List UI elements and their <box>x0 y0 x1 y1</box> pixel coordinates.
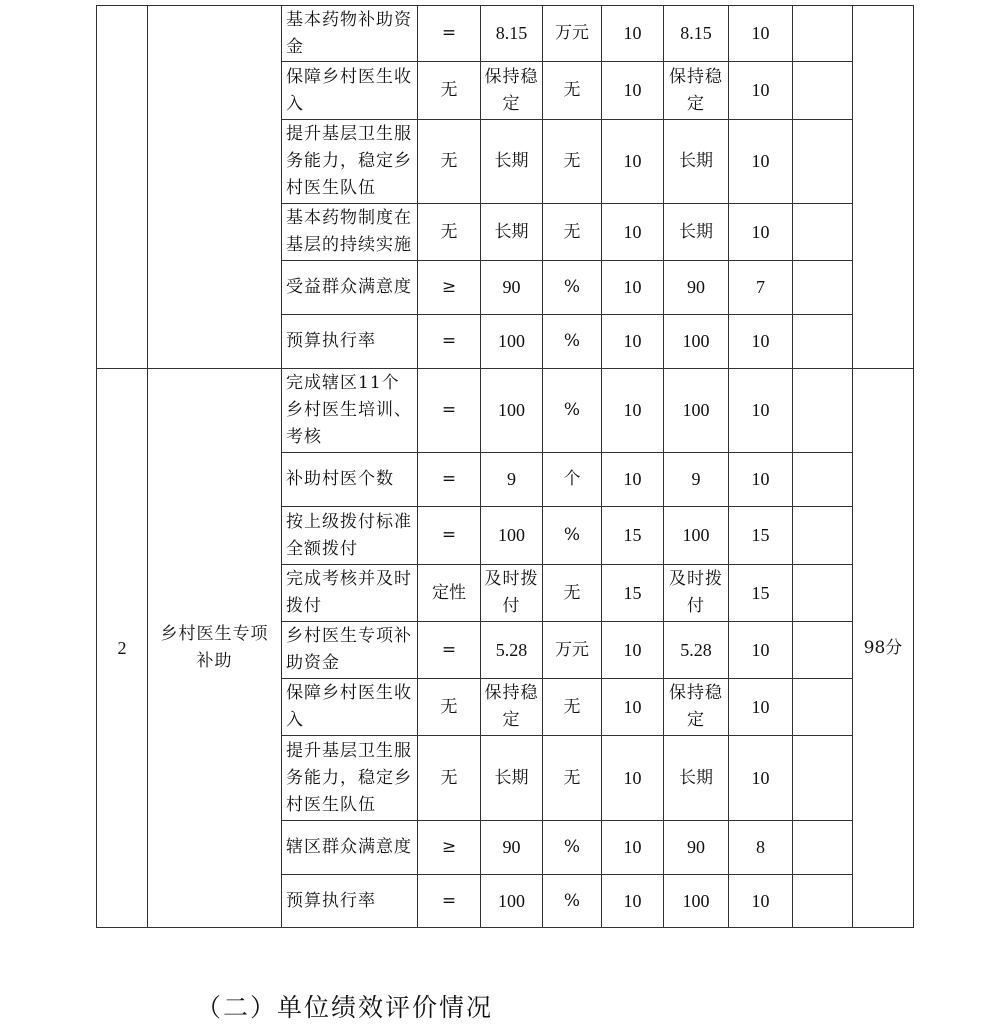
score-cell: 10 <box>729 679 793 736</box>
score-cell: 10 <box>729 453 793 507</box>
operator-cell: = <box>418 369 481 453</box>
indicator-cell: 预算执行率 <box>282 875 418 928</box>
remark-cell <box>793 736 853 821</box>
indicator-cell: 提升基层卫生服务能力，稳定乡村医生队伍 <box>282 120 418 204</box>
indicator-cell: 补助村医个数 <box>282 453 418 507</box>
unit-cell: 万元 <box>543 622 602 679</box>
operator-cell: = <box>418 622 481 679</box>
score-cell: 10 <box>729 369 793 453</box>
unit-cell: % <box>543 821 602 875</box>
unit-cell: % <box>543 875 602 928</box>
weight-cell: 10 <box>602 6 664 62</box>
target-value-cell: 100 <box>481 507 543 565</box>
actual-value-cell: 100 <box>664 507 729 565</box>
target-value-cell: 长期 <box>481 204 543 261</box>
indicator-cell: 按上级拨付标准全额拨付 <box>282 507 418 565</box>
target-value-cell: 90 <box>481 261 543 315</box>
actual-value-cell: 长期 <box>664 736 729 821</box>
operator-cell: = <box>418 453 481 507</box>
remark-cell <box>793 679 853 736</box>
remark-cell <box>793 622 853 679</box>
target-value-cell: 长期 <box>481 736 543 821</box>
actual-value-cell: 5.28 <box>664 622 729 679</box>
operator-cell: = <box>418 315 481 369</box>
indicator-cell: 乡村医生专项补助资金 <box>282 622 418 679</box>
operator-cell: 定性 <box>418 565 481 622</box>
unit-cell: 无 <box>543 62 602 120</box>
indicator-cell: 提升基层卫生服务能力，稳定乡村医生队伍 <box>282 736 418 821</box>
operator-cell: = <box>418 6 481 62</box>
weight-cell: 10 <box>602 821 664 875</box>
remark-cell <box>793 261 853 315</box>
actual-value-cell: 保持稳定 <box>664 62 729 120</box>
score-cell: 10 <box>729 120 793 204</box>
unit-cell: % <box>543 507 602 565</box>
indicator-cell: 完成辖区11个乡村医生培训、考核 <box>282 369 418 453</box>
operator-cell: = <box>418 875 481 928</box>
actual-value-cell: 100 <box>664 315 729 369</box>
score-cell: 10 <box>729 315 793 369</box>
remark-cell <box>793 204 853 261</box>
remark-cell <box>793 507 853 565</box>
score-cell: 10 <box>729 622 793 679</box>
weight-cell: 10 <box>602 736 664 821</box>
score-cell: 10 <box>729 875 793 928</box>
weight-cell: 10 <box>602 120 664 204</box>
actual-value-cell: 长期 <box>664 120 729 204</box>
score-cell: 7 <box>729 261 793 315</box>
unit-cell: 万元 <box>543 6 602 62</box>
weight-cell: 10 <box>602 62 664 120</box>
project-name-cell: 乡村医生专项补助 <box>148 369 282 928</box>
unit-cell: % <box>543 369 602 453</box>
operator-cell: 无 <box>418 204 481 261</box>
remark-cell <box>793 875 853 928</box>
weight-cell: 10 <box>602 679 664 736</box>
weight-cell: 10 <box>602 369 664 453</box>
score-cell: 8 <box>729 821 793 875</box>
score-cell: 15 <box>729 565 793 622</box>
indicator-cell: 保障乡村医生收入 <box>282 62 418 120</box>
remark-cell <box>793 821 853 875</box>
unit-cell: 无 <box>543 736 602 821</box>
target-value-cell: 8.15 <box>481 6 543 62</box>
remark-cell <box>793 453 853 507</box>
target-value-cell: 5.28 <box>481 622 543 679</box>
target-value-cell: 长期 <box>481 120 543 204</box>
weight-cell: 10 <box>602 204 664 261</box>
unit-cell: 无 <box>543 204 602 261</box>
target-value-cell: 100 <box>481 369 543 453</box>
unit-cell: 无 <box>543 565 602 622</box>
row-number-cell: 2 <box>97 369 148 928</box>
indicator-cell: 基本药物制度在基层的持续实施 <box>282 204 418 261</box>
indicator-cell: 受益群众满意度 <box>282 261 418 315</box>
target-value-cell: 90 <box>481 821 543 875</box>
project-name-cell <box>148 6 282 369</box>
operator-cell: ≥ <box>418 821 481 875</box>
actual-value-cell: 90 <box>664 261 729 315</box>
weight-cell: 10 <box>602 875 664 928</box>
weight-cell: 15 <box>602 507 664 565</box>
actual-value-cell: 保持稳定 <box>664 679 729 736</box>
target-value-cell: 保持稳定 <box>481 679 543 736</box>
unit-cell: 无 <box>543 120 602 204</box>
actual-value-cell: 长期 <box>664 204 729 261</box>
score-cell: 10 <box>729 6 793 62</box>
performance-table <box>96 5 914 928</box>
weight-cell: 10 <box>602 453 664 507</box>
unit-cell: % <box>543 261 602 315</box>
weight-cell: 10 <box>602 261 664 315</box>
actual-value-cell: 8.15 <box>664 6 729 62</box>
remark-cell <box>793 120 853 204</box>
remark-cell <box>793 62 853 120</box>
indicator-cell: 保障乡村医生收入 <box>282 679 418 736</box>
section-heading: （二）单位绩效评价情况 <box>196 993 494 1022</box>
table-row <box>97 6 914 62</box>
unit-cell: 无 <box>543 679 602 736</box>
target-value-cell: 100 <box>481 315 543 369</box>
remark-cell <box>793 315 853 369</box>
target-value-cell: 及时拨付 <box>481 565 543 622</box>
weight-cell: 15 <box>602 565 664 622</box>
indicator-cell: 基本药物补助资金 <box>282 6 418 62</box>
target-value-cell: 9 <box>481 453 543 507</box>
unit-cell: % <box>543 315 602 369</box>
actual-value-cell: 90 <box>664 821 729 875</box>
remark-cell <box>793 565 853 622</box>
operator-cell: = <box>418 507 481 565</box>
score-cell: 15 <box>729 507 793 565</box>
weight-cell: 10 <box>602 622 664 679</box>
target-value-cell: 保持稳定 <box>481 62 543 120</box>
operator-cell: 无 <box>418 679 481 736</box>
operator-cell: 无 <box>418 736 481 821</box>
score-cell: 10 <box>729 736 793 821</box>
operator-cell: ≥ <box>418 261 481 315</box>
operator-cell: 无 <box>418 62 481 120</box>
remark-cell <box>793 6 853 62</box>
actual-value-cell: 100 <box>664 875 729 928</box>
actual-value-cell: 及时拨付 <box>664 565 729 622</box>
indicator-cell: 辖区群众满意度 <box>282 821 418 875</box>
actual-value-cell: 100 <box>664 369 729 453</box>
table-row <box>97 369 914 453</box>
weight-cell: 10 <box>602 315 664 369</box>
score-cell: 10 <box>729 62 793 120</box>
score-cell: 10 <box>729 204 793 261</box>
actual-value-cell: 9 <box>664 453 729 507</box>
operator-cell: 无 <box>418 120 481 204</box>
total-score-cell: 98分 <box>853 369 914 928</box>
total-score-cell <box>853 6 914 369</box>
row-number-cell <box>97 6 148 369</box>
target-value-cell: 100 <box>481 875 543 928</box>
indicator-cell: 完成考核并及时拨付 <box>282 565 418 622</box>
unit-cell: 个 <box>543 453 602 507</box>
remark-cell <box>793 369 853 453</box>
indicator-cell: 预算执行率 <box>282 315 418 369</box>
